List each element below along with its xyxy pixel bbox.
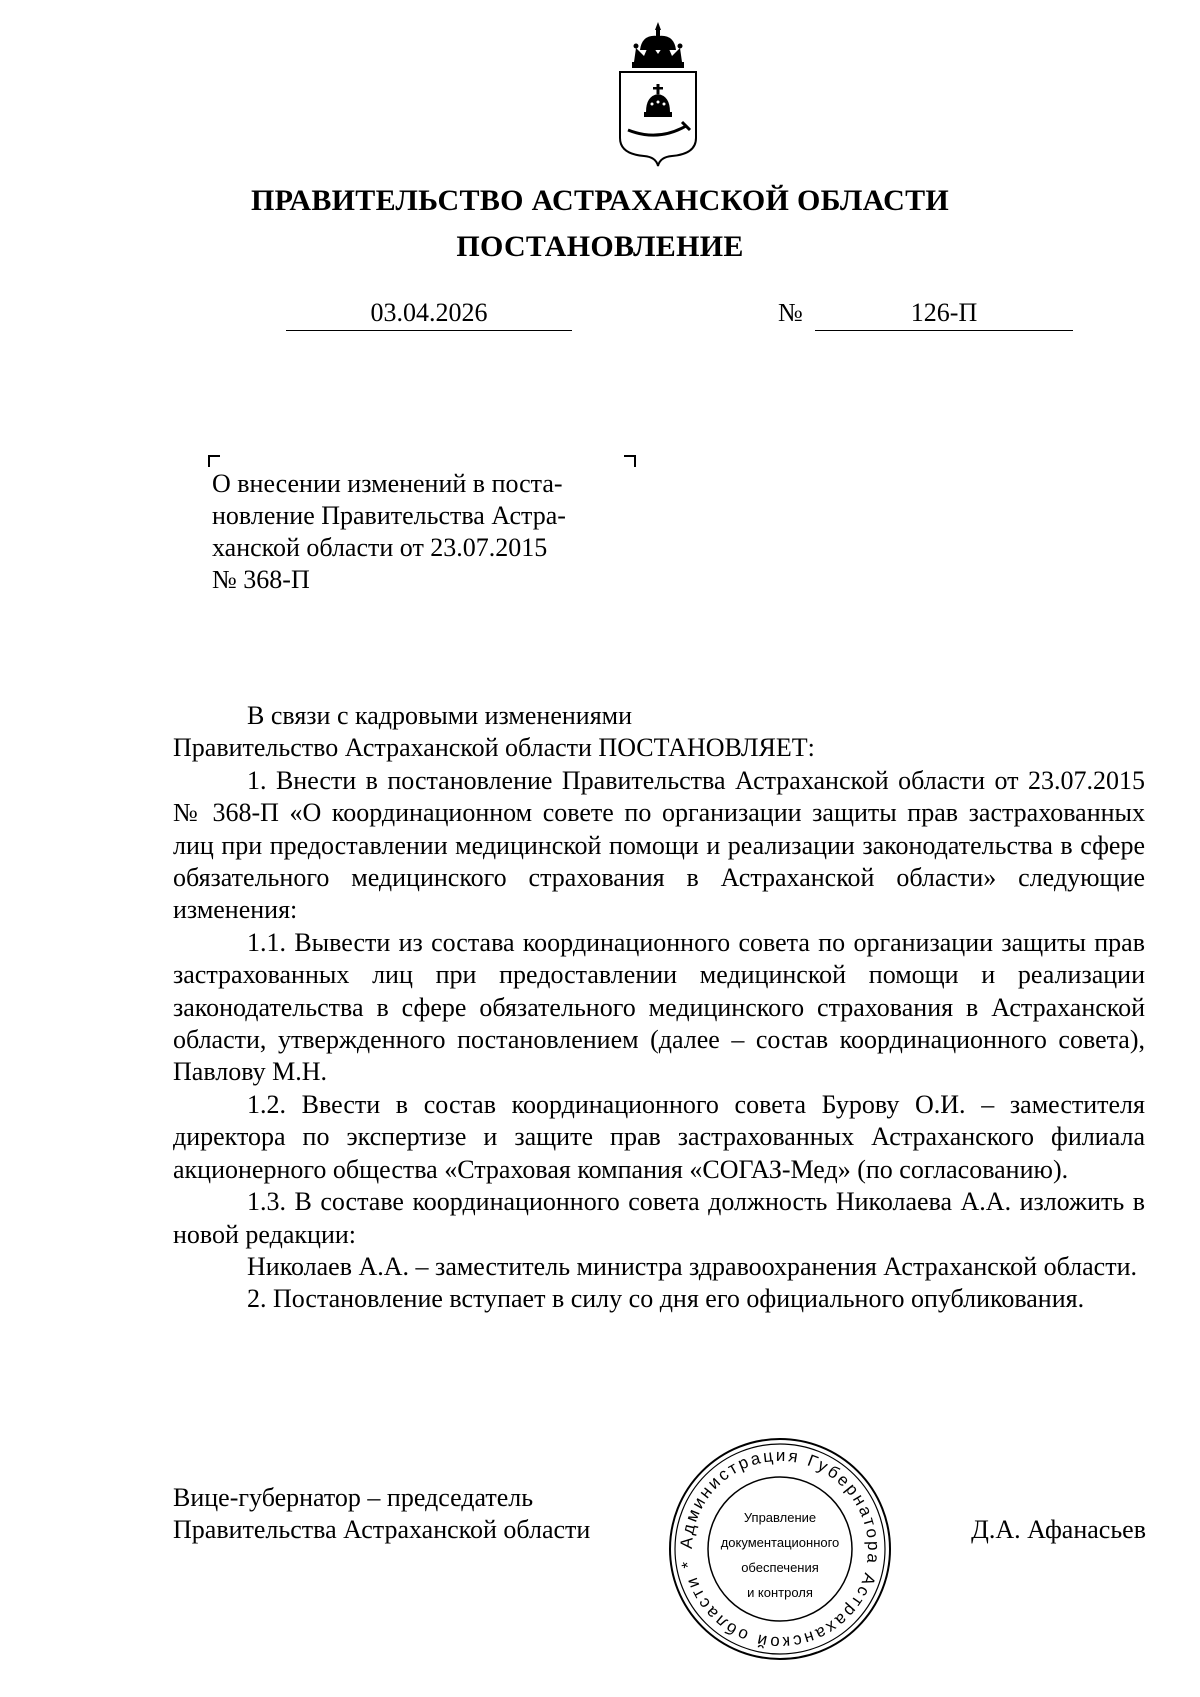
clause-1: 1. Внести в постановление Правительства Астраханской области от 23.07.2015 № 368-П «О координационном совете по организации защиты прав застрахованных лиц при предоставлении медицинской помощи и реализации законодательства в сфере обязательного медицинского страхования в Астраханской области» следующие изменения:	[173, 765, 1145, 925]
clause-1-3-text: Николаев А.А. – заместитель министра здравоохранения Астраханской области.	[247, 1251, 1137, 1281]
clause-1-3: 1.3. В составе координационного совета должность Николаева А.А. изложить в новой редакции:	[173, 1187, 1145, 1249]
signatory-position-line: Вице-губернатор – председатель	[173, 1483, 534, 1512]
document-number: 126-П	[815, 296, 1073, 331]
document-date: 03.04.2026	[286, 296, 572, 331]
subject-line: новление Правительства Астра-	[212, 501, 566, 530]
subject-corner-left	[208, 455, 220, 467]
signatory-position	[173, 1482, 590, 1546]
coat-of-arms-emblem	[612, 20, 704, 170]
document-header	[0, 178, 1200, 270]
stamp-center-line: и контроля	[747, 1585, 813, 1600]
clause-2: 2. Постановление вступает в силу со дня его официального опубликования.	[247, 1284, 1085, 1314]
preamble-line: В связи с кадровыми изменениями	[247, 701, 633, 730]
number-sign: №	[778, 298, 803, 327]
signatory-name: Д.А. Афанасьев	[971, 1515, 1146, 1544]
subject-line: ханской области от 23.07.2015	[212, 533, 548, 562]
stamp-center-line: Управление	[743, 1510, 817, 1525]
document-type-title: ПОСТАНОВЛЕНИЕ	[456, 230, 744, 263]
subject-line: № 368-П	[212, 565, 310, 594]
stamp-center-line: документационного	[720, 1535, 840, 1550]
official-stamp	[668, 1437, 892, 1661]
subject-line: О внесении изменений в поста-	[212, 469, 563, 498]
document-body	[173, 700, 1145, 1316]
organization-title: ПРАВИТЕЛЬСТВО АСТРАХАНСКОЙ ОБЛАСТИ	[250, 184, 950, 217]
stamp-ring-text: Администрация Губернатора Астраханской области *	[676, 1445, 884, 1653]
preamble-resolution: Правительство Астраханской области ПОСТАНОВЛЯЕТ:	[173, 733, 815, 763]
subject-corner-right	[624, 455, 636, 467]
stamp-center-line: обеспечения	[741, 1560, 819, 1575]
clause-1-1: 1.1. Вывести из состава координационного совета по организации защиты прав застрахованных лиц при предоставлении медицинской помощи и реализации законодательства в сфере обязательного медицинского страхования в Астраханской области, утвержденного постановлением (далее – состав координационного совета), Павлову М.Н.	[173, 927, 1145, 1087]
clause-1-2: 1.2. Ввести в состав координационного совета Бурову О.И. – заместителя директора по экспертизе и защите прав застрахованных Астраханского филиала акционерного общества «Страховая компания «СОГАЗ-Мед» (по согласованию).	[173, 1089, 1145, 1184]
document-subject	[212, 468, 636, 596]
signatory-position-line: Правительства Астраханской области	[173, 1515, 591, 1544]
